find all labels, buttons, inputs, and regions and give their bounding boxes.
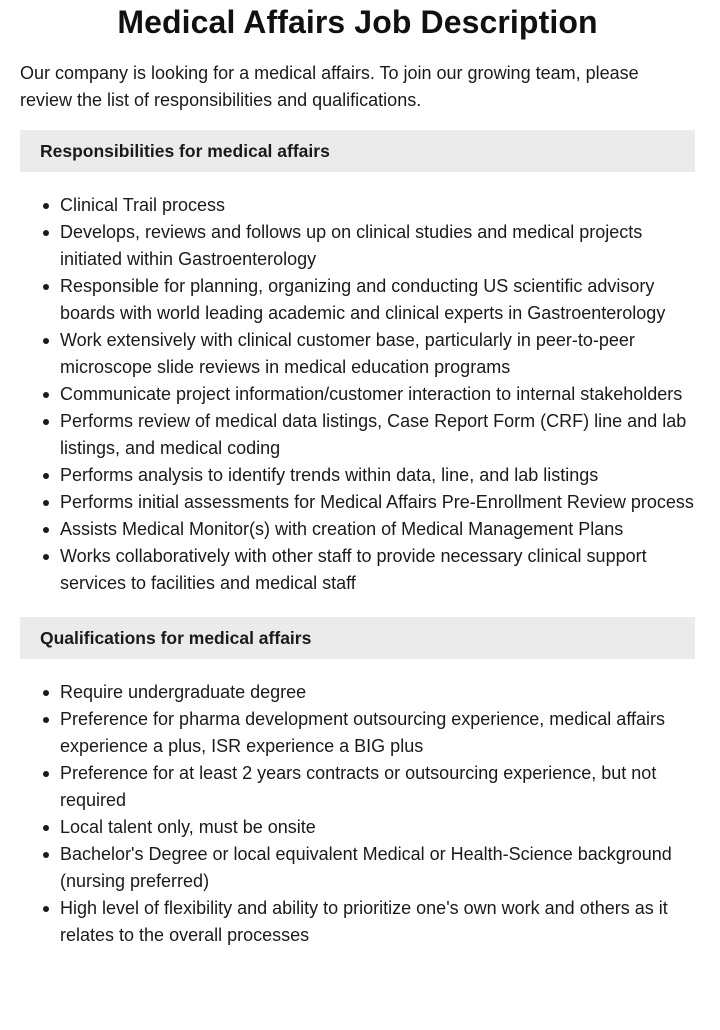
qualification-item: Preference for pharma development outsourcing experience, medical affairs experience a plus, ISR experience a BIG plus bbox=[60, 706, 695, 760]
responsibilities-list bbox=[20, 192, 695, 597]
responsibilities-section-header bbox=[20, 130, 695, 172]
responsibility-item: Performs initial assessments for Medical Affairs Pre-Enrollment Review process bbox=[60, 489, 695, 516]
responsibilities-heading: Responsibilities for medical affairs bbox=[40, 140, 330, 161]
responsibility-item: Develops, reviews and follows up on clinical studies and medical projects initiated within Gastroenterology bbox=[60, 219, 695, 273]
responsibility-item: Performs review of medical data listings, Case Report Form (CRF) line and lab listings, and medical coding bbox=[60, 408, 695, 462]
responsibility-item: Clinical Trail process bbox=[60, 192, 695, 219]
qualification-item: Local talent only, must be onsite bbox=[60, 814, 695, 841]
responsibility-item: Work extensively with clinical customer base, particularly in peer-to-peer microscope slide reviews in medical education programs bbox=[60, 327, 695, 381]
responsibility-item: Assists Medical Monitor(s) with creation of Medical Management Plans bbox=[60, 516, 695, 543]
qualification-item: High level of flexibility and ability to prioritize one's own work and others as it relates to the overall processes bbox=[60, 895, 695, 949]
qualification-item: Bachelor's Degree or local equivalent Medical or Health-Science background (nursing preferred) bbox=[60, 841, 695, 895]
qualification-item: Require undergraduate degree bbox=[60, 679, 695, 706]
responsibility-item: Performs analysis to identify trends within data, line, and lab listings bbox=[60, 462, 695, 489]
responsibility-item: Responsible for planning, organizing and conducting US scientific advisory boards with world leading academic and clinical experts in Gastroenterology bbox=[60, 273, 695, 327]
intro-paragraph: Our company is looking for a medical affairs. To join our growing team, please review the list of responsibilities and qualifications. bbox=[20, 63, 639, 110]
qualifications-heading: Qualifications for medical affairs bbox=[40, 627, 312, 648]
responsibility-item: Works collaboratively with other staff to provide necessary clinical support services to facilities and medical staff bbox=[60, 543, 695, 597]
qualifications-list bbox=[20, 679, 695, 949]
page-title: Medical Affairs Job Description bbox=[117, 4, 598, 40]
responsibility-item: Communicate project information/customer interaction to internal stakeholders bbox=[60, 381, 695, 408]
qualification-item: Preference for at least 2 years contracts or outsourcing experience, but not required bbox=[60, 760, 695, 814]
qualifications-section-header bbox=[20, 617, 695, 659]
